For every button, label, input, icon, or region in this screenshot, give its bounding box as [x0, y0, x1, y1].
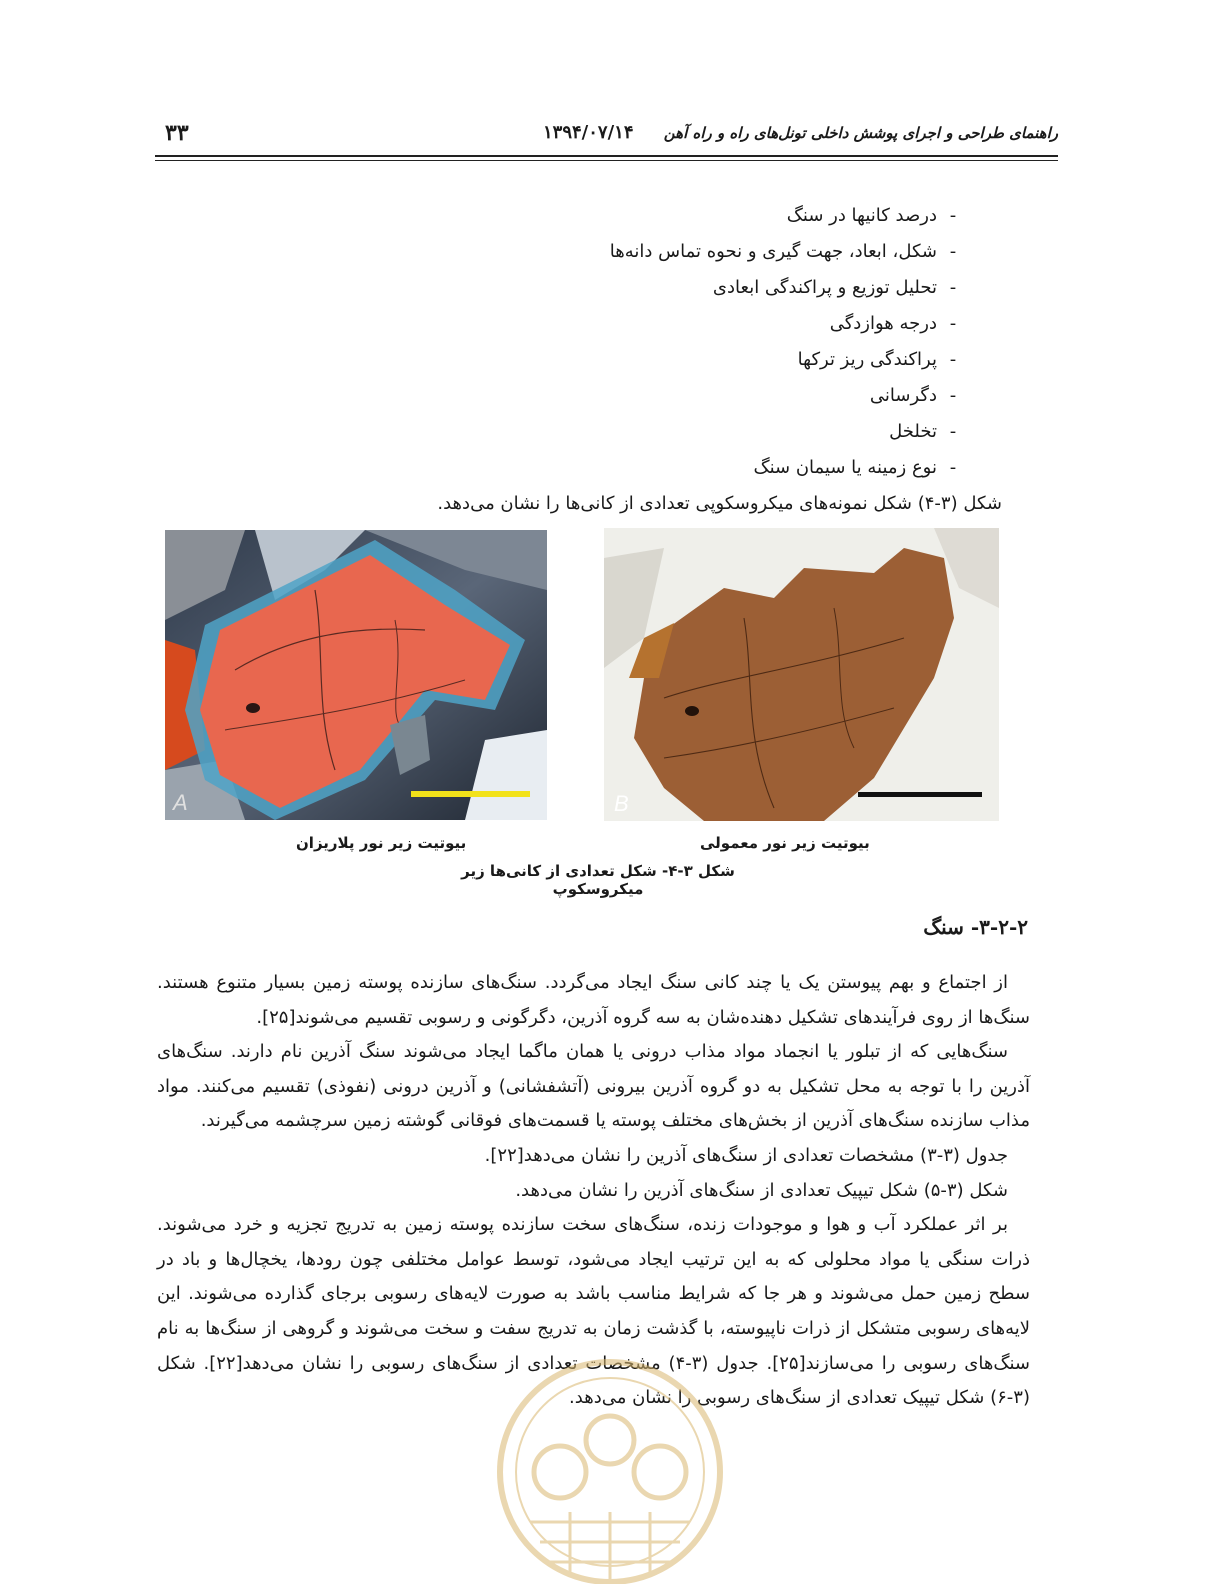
paragraph: سنگ‌هایی که از تبلور یا انجماد مواد مذاب درونی یا همان ماگما ایجاد می‌شوند سنگ آذرین نام دارند. سنگ‌های آذرین را با توجه به محل تشکیل به دو گروه آذرین بیرونی (آتشفشانی) و آذرین درونی (نفوذی) تقسیم می‌کنند. مواد مذاب سازنده سنگ‌های آذرین از بخش‌های مختلف پوسته یا قسمت‌های فوقانی گوشته زمین سرچشمه می‌گیرند. [157, 1041, 1030, 1132]
scale-bar [858, 792, 982, 797]
list-item [369, 414, 969, 450]
section-heading: ۳-۲-۲- سنگ [923, 915, 1028, 939]
paragraph: از اجتماع و بهم پیوستن یک یا چند کانی سنگ ایجاد می‌گردد. سنگ‌های سازنده پوسته زمین بسیار متنوع هستند. سنگ‌ها از روی فرآیندهای تشکیل دهنده‌شان به سه گروه آذرین، دگرگونی و رسوبی تقسیم می‌شوند[۲۵]. [157, 972, 1030, 1028]
list-item-text: پراکندگی ریز ترکها [797, 349, 937, 370]
list-item [369, 306, 969, 342]
photo-a-caption: بیوتیت زیر نور پلاریزان [296, 834, 467, 852]
paragraph: شکل (۳-۵) شکل تیپیک تعدادی از سنگ‌های آذرین را نشان می‌دهد. [515, 1179, 1008, 1201]
list-item [369, 378, 969, 414]
dash-bullet: - [949, 313, 957, 334]
list-item [369, 450, 969, 486]
list-item [369, 234, 969, 270]
scale-bar [411, 791, 530, 797]
header-title: راهنمای طراحی و اجرای پوشش داخلی تونل‌های راه و راه آهن [663, 124, 1058, 142]
list-item-text: درجه هوازدگی [829, 313, 937, 334]
photo-b-caption: بیوتیت زیر نور معمولی [700, 834, 870, 852]
dash-bullet: - [949, 349, 957, 370]
page-number: ۳۳ [165, 120, 189, 146]
list-item-text: تحلیل توزیع و پراکندگی ابعادی [712, 277, 937, 298]
header-rule [155, 155, 1058, 157]
dash-bullet: - [949, 421, 957, 442]
dash-bullet: - [949, 277, 957, 298]
watermark-seal [490, 1322, 730, 1584]
header-date: ۱۳۹۴/۰۷/۱۴ [543, 122, 634, 143]
dash-bullet: - [949, 205, 957, 226]
list-item-text: تخلخل [889, 421, 937, 442]
photo-b-label: B [614, 791, 629, 816]
property-list [369, 198, 969, 486]
list-item-text: شکل، ابعاد، جهت گیری و نحوه تماس دانه‌ها [609, 241, 937, 262]
figure-intro: شکل (۳-۴) شکل نمونه‌های میکروسکوپی تعدادی از کانی‌ها را نشان می‌دهد. [437, 493, 1002, 514]
list-item [369, 198, 969, 234]
paragraph: جدول (۳-۳) مشخصات تعدادی از سنگ‌های آذرین را نشان می‌دهد[۲۲]. [484, 1144, 1008, 1166]
micrograph-polarized [165, 530, 547, 820]
photo-a-label: A [173, 790, 188, 815]
list-item [369, 270, 969, 306]
list-item-text: نوع زمینه یا سیمان سنگ [753, 457, 937, 478]
header-rule-thin [155, 160, 1058, 161]
page-header [155, 118, 1058, 148]
dash-bullet: - [949, 457, 957, 478]
list-item-text: دگرسانی [869, 385, 937, 406]
list-item-text: درصد کانیها در سنگ [786, 205, 937, 226]
figure-caption: شکل ۳-۴- شکل تعدادی از کانی‌ها زیر میکروسکوپ [461, 862, 735, 898]
list-item [369, 342, 969, 378]
paragraph: بر اثر عملکرد آب و هوا و موجودات زنده، سنگ‌های سخت سازنده پوسته زمین به تدریج تجزیه و خرد می‌شوند. ذرات سنگی یا مواد محلولی که به این ترتیب ایجاد می‌شود، توسط عوامل مختلفی چون رودها، یخچال‌ها و باد در سطح زمین حمل می‌شوند و هر جا که شرایط مناسب باشد به صورت لایه‌های رسوبی برجای گذارده می‌شوند. این لایه‌های رسوبی متشکل از ذرات ناپیوسته، با گذشت زمان به تدریج سفت و سخت می‌شوند و گروهی از سنگ‌ها به نام سنگ‌های رسوبی را می‌سازند[۲۵]. جدول (۳-۴) مشخصات تعدادی از سنگ‌های رسوبی را نشان می‌دهد[۲۲]. شکل (۳-۶) شکل تیپیک تعدادی از سنگ‌های رسوبی را نشان می‌دهد. [157, 1214, 1030, 1409]
dash-bullet: - [949, 241, 957, 262]
micrograph-normal-light [604, 528, 999, 821]
dash-bullet: - [949, 385, 957, 406]
